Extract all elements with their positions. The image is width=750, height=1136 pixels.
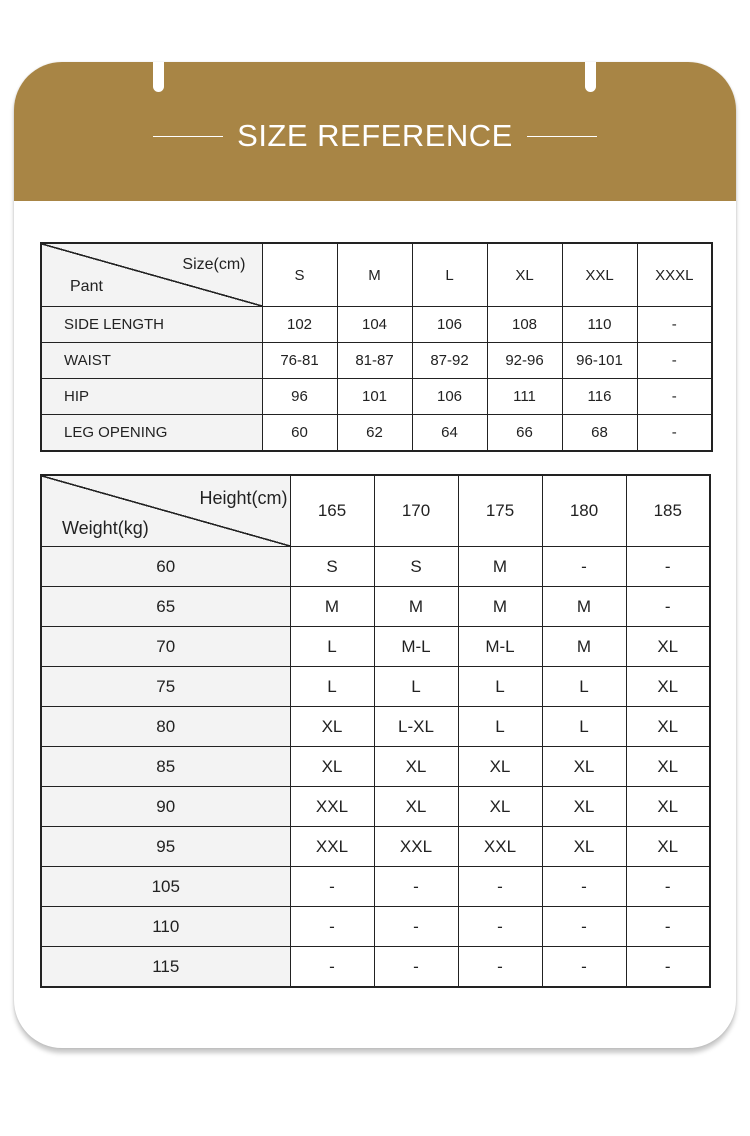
table-row <box>41 343 712 379</box>
fit-size-cell: XXL <box>458 827 542 867</box>
weight-label: 85 <box>41 747 290 787</box>
corner-label-size: Size(cm) <box>182 256 246 273</box>
title-rule-right <box>527 136 597 137</box>
weight-label: 115 <box>41 947 290 988</box>
row-label: HIP <box>41 379 262 415</box>
corner-label-weight: Weight(kg) <box>62 518 149 538</box>
size-header: L <box>412 243 487 307</box>
fit-size-cell: XXL <box>290 787 374 827</box>
row-label: WAIST <box>41 343 262 379</box>
fit-size-cell: L <box>374 667 458 707</box>
weight-label: 60 <box>41 547 290 587</box>
fit-size-cell: - <box>626 587 710 627</box>
height-header: 165 <box>290 475 374 547</box>
measurement-cell: 92-96 <box>487 343 562 379</box>
fit-size-cell: - <box>542 547 626 587</box>
fit-size-cell: M <box>542 587 626 627</box>
measurement-cell: 106 <box>412 379 487 415</box>
measurement-cell: 66 <box>487 415 562 452</box>
table-row <box>41 587 710 627</box>
measurement-cell: 110 <box>562 307 637 343</box>
corner-cell <box>41 475 290 547</box>
fit-size-cell: - <box>626 547 710 587</box>
weight-label: 75 <box>41 667 290 707</box>
table-row <box>41 907 710 947</box>
header-band <box>14 62 736 201</box>
fit-size-cell: M-L <box>458 627 542 667</box>
fit-size-cell: XL <box>626 747 710 787</box>
fit-size-cell: - <box>374 947 458 988</box>
weight-label: 80 <box>41 707 290 747</box>
table-row <box>41 415 712 452</box>
fit-size-cell: - <box>542 867 626 907</box>
fit-size-cell: - <box>626 867 710 907</box>
fit-size-cell: L <box>458 667 542 707</box>
size-header: XXXL <box>637 243 712 307</box>
weight-label: 110 <box>41 907 290 947</box>
fit-size-cell: L <box>458 707 542 747</box>
fit-size-cell: - <box>626 907 710 947</box>
fit-size-cell: M <box>542 627 626 667</box>
weight-label: 70 <box>41 627 290 667</box>
measurement-cell: 111 <box>487 379 562 415</box>
fit-size-cell: S <box>374 547 458 587</box>
fit-size-cell: L <box>542 707 626 747</box>
measurement-cell: 96-101 <box>562 343 637 379</box>
height-header: 180 <box>542 475 626 547</box>
height-header: 170 <box>374 475 458 547</box>
fit-size-cell: - <box>374 867 458 907</box>
measurement-cell: 76-81 <box>262 343 337 379</box>
fit-size-cell: XL <box>374 747 458 787</box>
fit-size-cell: XL <box>626 627 710 667</box>
fit-size-cell: XL <box>542 827 626 867</box>
fit-size-cell: - <box>542 947 626 988</box>
corner-cell <box>41 243 262 307</box>
measurement-cell: - <box>637 415 712 452</box>
pant-size-table <box>40 242 713 452</box>
fit-size-cell: XXL <box>374 827 458 867</box>
fit-size-cell: L <box>290 627 374 667</box>
fit-size-cell: M <box>374 587 458 627</box>
fit-size-cell: - <box>542 907 626 947</box>
measurement-cell: 62 <box>337 415 412 452</box>
page-title: SIZE REFERENCE <box>237 118 513 153</box>
measurement-cell: 60 <box>262 415 337 452</box>
hanger-slot-right <box>585 62 596 92</box>
fit-size-cell: - <box>290 867 374 907</box>
fit-size-cell: XL <box>542 787 626 827</box>
fit-size-cell: XL <box>626 787 710 827</box>
fit-size-cell: L <box>542 667 626 707</box>
table-row <box>41 867 710 907</box>
fit-size-cell: XL <box>290 707 374 747</box>
measurement-cell: 116 <box>562 379 637 415</box>
fit-size-cell: XL <box>458 787 542 827</box>
table-row <box>41 547 710 587</box>
height-header: 175 <box>458 475 542 547</box>
fit-size-cell: XL <box>626 827 710 867</box>
fit-size-cell: - <box>626 947 710 988</box>
weight-label: 90 <box>41 787 290 827</box>
fit-size-cell: - <box>458 907 542 947</box>
weight-height-fit-table <box>40 474 711 988</box>
fit-size-cell: - <box>458 867 542 907</box>
table-row <box>41 747 710 787</box>
weight-label: 95 <box>41 827 290 867</box>
fit-size-cell: XL <box>626 707 710 747</box>
weight-label: 65 <box>41 587 290 627</box>
measurement-cell: 104 <box>337 307 412 343</box>
fit-size-cell: M-L <box>374 627 458 667</box>
measurement-cell: 64 <box>412 415 487 452</box>
fit-size-cell: M <box>458 587 542 627</box>
measurement-cell: 81-87 <box>337 343 412 379</box>
weight-label: 105 <box>41 867 290 907</box>
size-header: XXL <box>562 243 637 307</box>
row-label: SIDE LENGTH <box>41 307 262 343</box>
corner-label-pant: Pant <box>70 278 103 295</box>
fit-size-cell: XL <box>290 747 374 787</box>
table-row <box>41 787 710 827</box>
fit-size-cell: - <box>374 907 458 947</box>
measurement-cell: - <box>637 379 712 415</box>
fit-size-cell: XL <box>626 667 710 707</box>
fit-size-cell: M <box>290 587 374 627</box>
fit-size-cell: S <box>290 547 374 587</box>
table-header-row <box>41 243 712 307</box>
fit-size-cell: XL <box>542 747 626 787</box>
fit-size-cell: - <box>458 947 542 988</box>
measurement-cell: 102 <box>262 307 337 343</box>
table-row <box>41 307 712 343</box>
measurement-cell: - <box>637 343 712 379</box>
measurement-cell: 106 <box>412 307 487 343</box>
row-label: LEG OPENING <box>41 415 262 452</box>
measurement-cell: 87-92 <box>412 343 487 379</box>
table-row <box>41 707 710 747</box>
height-header: 185 <box>626 475 710 547</box>
fit-size-cell: XL <box>458 747 542 787</box>
corner-label-height: Height(cm) <box>199 488 288 508</box>
fit-size-cell: XXL <box>290 827 374 867</box>
title-rule-left <box>153 136 223 137</box>
fit-size-cell: XL <box>374 787 458 827</box>
measurement-cell: 101 <box>337 379 412 415</box>
measurement-cell: 68 <box>562 415 637 452</box>
title-row <box>14 114 736 158</box>
size-header: M <box>337 243 412 307</box>
table-row <box>41 667 710 707</box>
size-header: XL <box>487 243 562 307</box>
table-row <box>41 379 712 415</box>
fit-size-cell: L <box>290 667 374 707</box>
fit-size-cell: - <box>290 947 374 988</box>
table-row <box>41 627 710 667</box>
size-header: S <box>262 243 337 307</box>
fit-size-cell: M <box>458 547 542 587</box>
measurement-cell: 96 <box>262 379 337 415</box>
fit-size-cell: L-XL <box>374 707 458 747</box>
table-row <box>41 827 710 867</box>
measurement-cell: 108 <box>487 307 562 343</box>
measurement-cell: - <box>637 307 712 343</box>
fit-size-cell: - <box>290 907 374 947</box>
table-header-row <box>41 475 710 547</box>
hanger-slot-left <box>153 62 164 92</box>
table-row <box>41 947 710 988</box>
